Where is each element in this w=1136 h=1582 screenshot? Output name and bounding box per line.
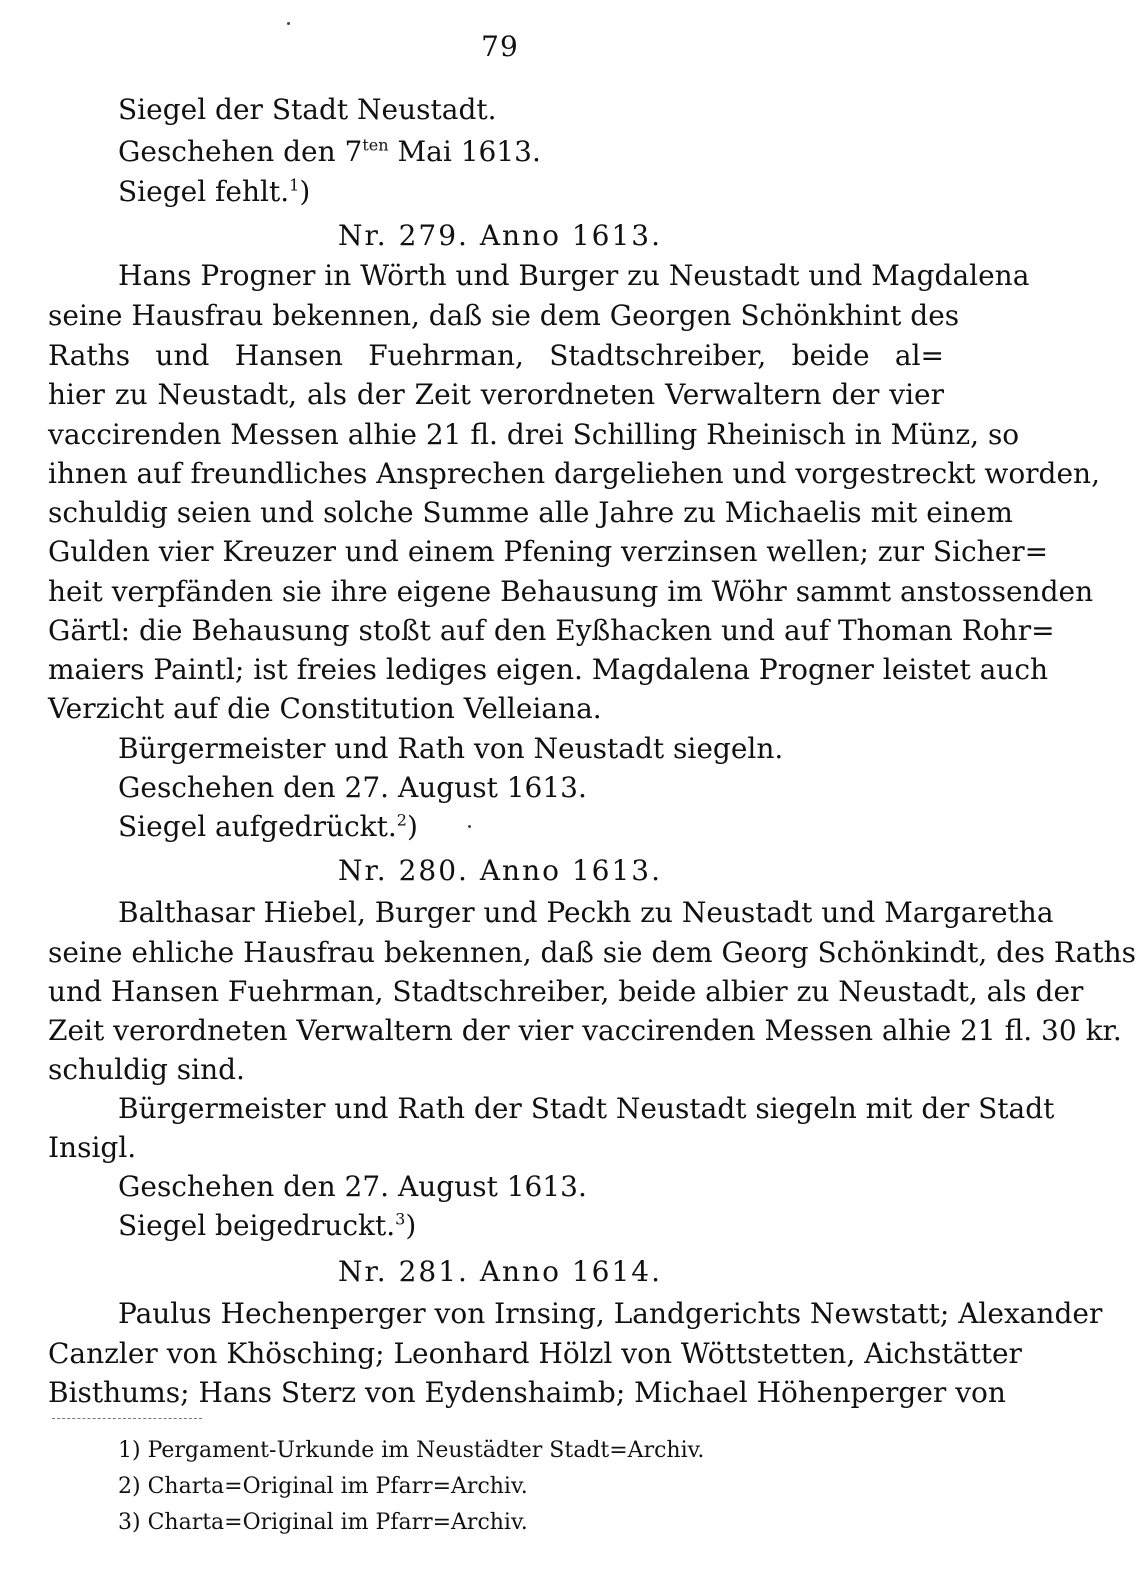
- seal-line: Siegel der Stadt Neustadt.: [118, 93, 497, 126]
- document-heading-279: Nr. 279. Anno 1613.: [337, 219, 663, 252]
- doc279-line-2: seine Hausfrau bekennen, daß sie dem Georgen Schönkhint des: [48, 299, 960, 332]
- date-text: Geschehen den 7: [118, 135, 363, 168]
- doc279-line-7: schuldig seien und solche Summe alle Jahre zu Michaelis mit einem: [48, 496, 1013, 529]
- doc280-date: Geschehen den 27. August 1613.: [118, 1170, 587, 1203]
- doc281-line-2: Canzler von Khösching; Leonhard Hölzl von Wöttstetten, Aichstätter: [48, 1337, 1022, 1370]
- doc279-line-1: Hans Progner in Wörth und Burger zu Neustadt und Magdalena: [118, 259, 1030, 292]
- seal-status-text: Siegel aufgedrückt.: [118, 810, 397, 843]
- footnote-ref-paren: ): [406, 810, 418, 843]
- doc279-seal-status: [118, 810, 418, 843]
- footnote-ref: 2: [396, 810, 407, 830]
- doc279-line-8: Gulden vier Kreuzer und einem Pfening verzinsen wellen; zur Sicher=: [48, 535, 1049, 568]
- doc280-line-5: schuldig sind.: [48, 1053, 245, 1086]
- doc280-line-2: seine ehliche Hausfrau bekennen, daß sie dem Georg Schönkindt, des Raths: [48, 936, 1136, 969]
- scan-speck: [287, 22, 290, 25]
- doc280-line-3: und Hansen Fuehrman, Stadtschreiber, beide albier zu Neustadt, als der: [48, 975, 1084, 1008]
- doc280-seal-status: [118, 1209, 417, 1242]
- document-heading-280: Nr. 280. Anno 1613.: [337, 854, 663, 887]
- doc279-sealers: Bürgermeister und Rath von Neustadt siegeln.: [118, 732, 784, 765]
- date-line: [118, 135, 541, 168]
- doc279-line-10: Gärtl: die Behausung stoßt auf den Eyßhacken und auf Thoman Rohr=: [48, 614, 1055, 647]
- doc279-line-3: Raths und Hansen Fuehrman, Stadtschreiber, beide al=: [48, 339, 944, 372]
- document-heading-281: Nr. 281. Anno 1614.: [337, 1255, 663, 1288]
- doc279-line-6: ihnen auf freundliches Ansprechen dargeliehen und vorgestreckt worden,: [48, 457, 1100, 490]
- footnote-ref: 3: [395, 1209, 406, 1229]
- footnote-ref-paren: ): [405, 1209, 417, 1242]
- date-text-end: Mai 1613.: [388, 135, 541, 168]
- doc280-line-4: Zeit verordneten Verwaltern der vier vaccirenden Messen alhie 21 fl. 30 kr.: [48, 1014, 1122, 1047]
- date-superscript: ten: [362, 135, 389, 155]
- doc280-line-1: Balthasar Hiebel, Burger und Peckh zu Neustadt und Margaretha: [118, 896, 1054, 929]
- seal-status-text: Siegel fehlt.: [118, 175, 290, 208]
- doc279-date: Geschehen den 27. August 1613.: [118, 771, 587, 804]
- scan-speck: [468, 825, 471, 828]
- doc281-line-3: Bisthums; Hans Sterz von Eydenshaimb; Michael Höhenperger von: [48, 1376, 1006, 1409]
- doc281-line-1: Paulus Hechenperger von Irnsing, Landgerichts Newstatt; Alexander: [118, 1297, 1103, 1330]
- footnote-ref-paren: ): [299, 175, 311, 208]
- doc279-line-11: maiers Paintl; ist freies lediges eigen. Magdalena Progner leistet auch: [48, 653, 1049, 686]
- doc279-line-9: heit verpfänden sie ihre eigene Behausung im Wöhr sammt anstossenden: [48, 575, 1094, 608]
- footnote-3: 3) Charta=Original im Pfarr=Archiv.: [118, 1510, 528, 1535]
- seal-status-line: [118, 175, 311, 208]
- footnote-1: 1) Pergament-Urkunde im Neustädter Stadt=Archiv.: [118, 1438, 705, 1463]
- footnote-2: 2) Charta=Original im Pfarr=Archiv.: [118, 1474, 528, 1499]
- doc279-line-12: Verzicht auf die Constitution Velleiana.: [48, 692, 602, 725]
- doc279-line-5: vaccirenden Messen alhie 21 fl. drei Schilling Rheinisch in Münz, so: [48, 418, 1020, 451]
- doc279-line-4: hier zu Neustadt, als der Zeit verordneten Verwaltern der vier: [48, 378, 944, 411]
- seal-status-text: Siegel beigedruckt.: [118, 1209, 396, 1242]
- footnote-divider: [52, 1418, 202, 1419]
- doc280-sealers-cont: Insigl.: [48, 1131, 137, 1164]
- page-number: 79: [481, 30, 519, 63]
- footnote-ref: 1: [289, 175, 300, 195]
- doc280-sealers: Bürgermeister und Rath der Stadt Neustadt siegeln mit der Stadt: [118, 1092, 1055, 1125]
